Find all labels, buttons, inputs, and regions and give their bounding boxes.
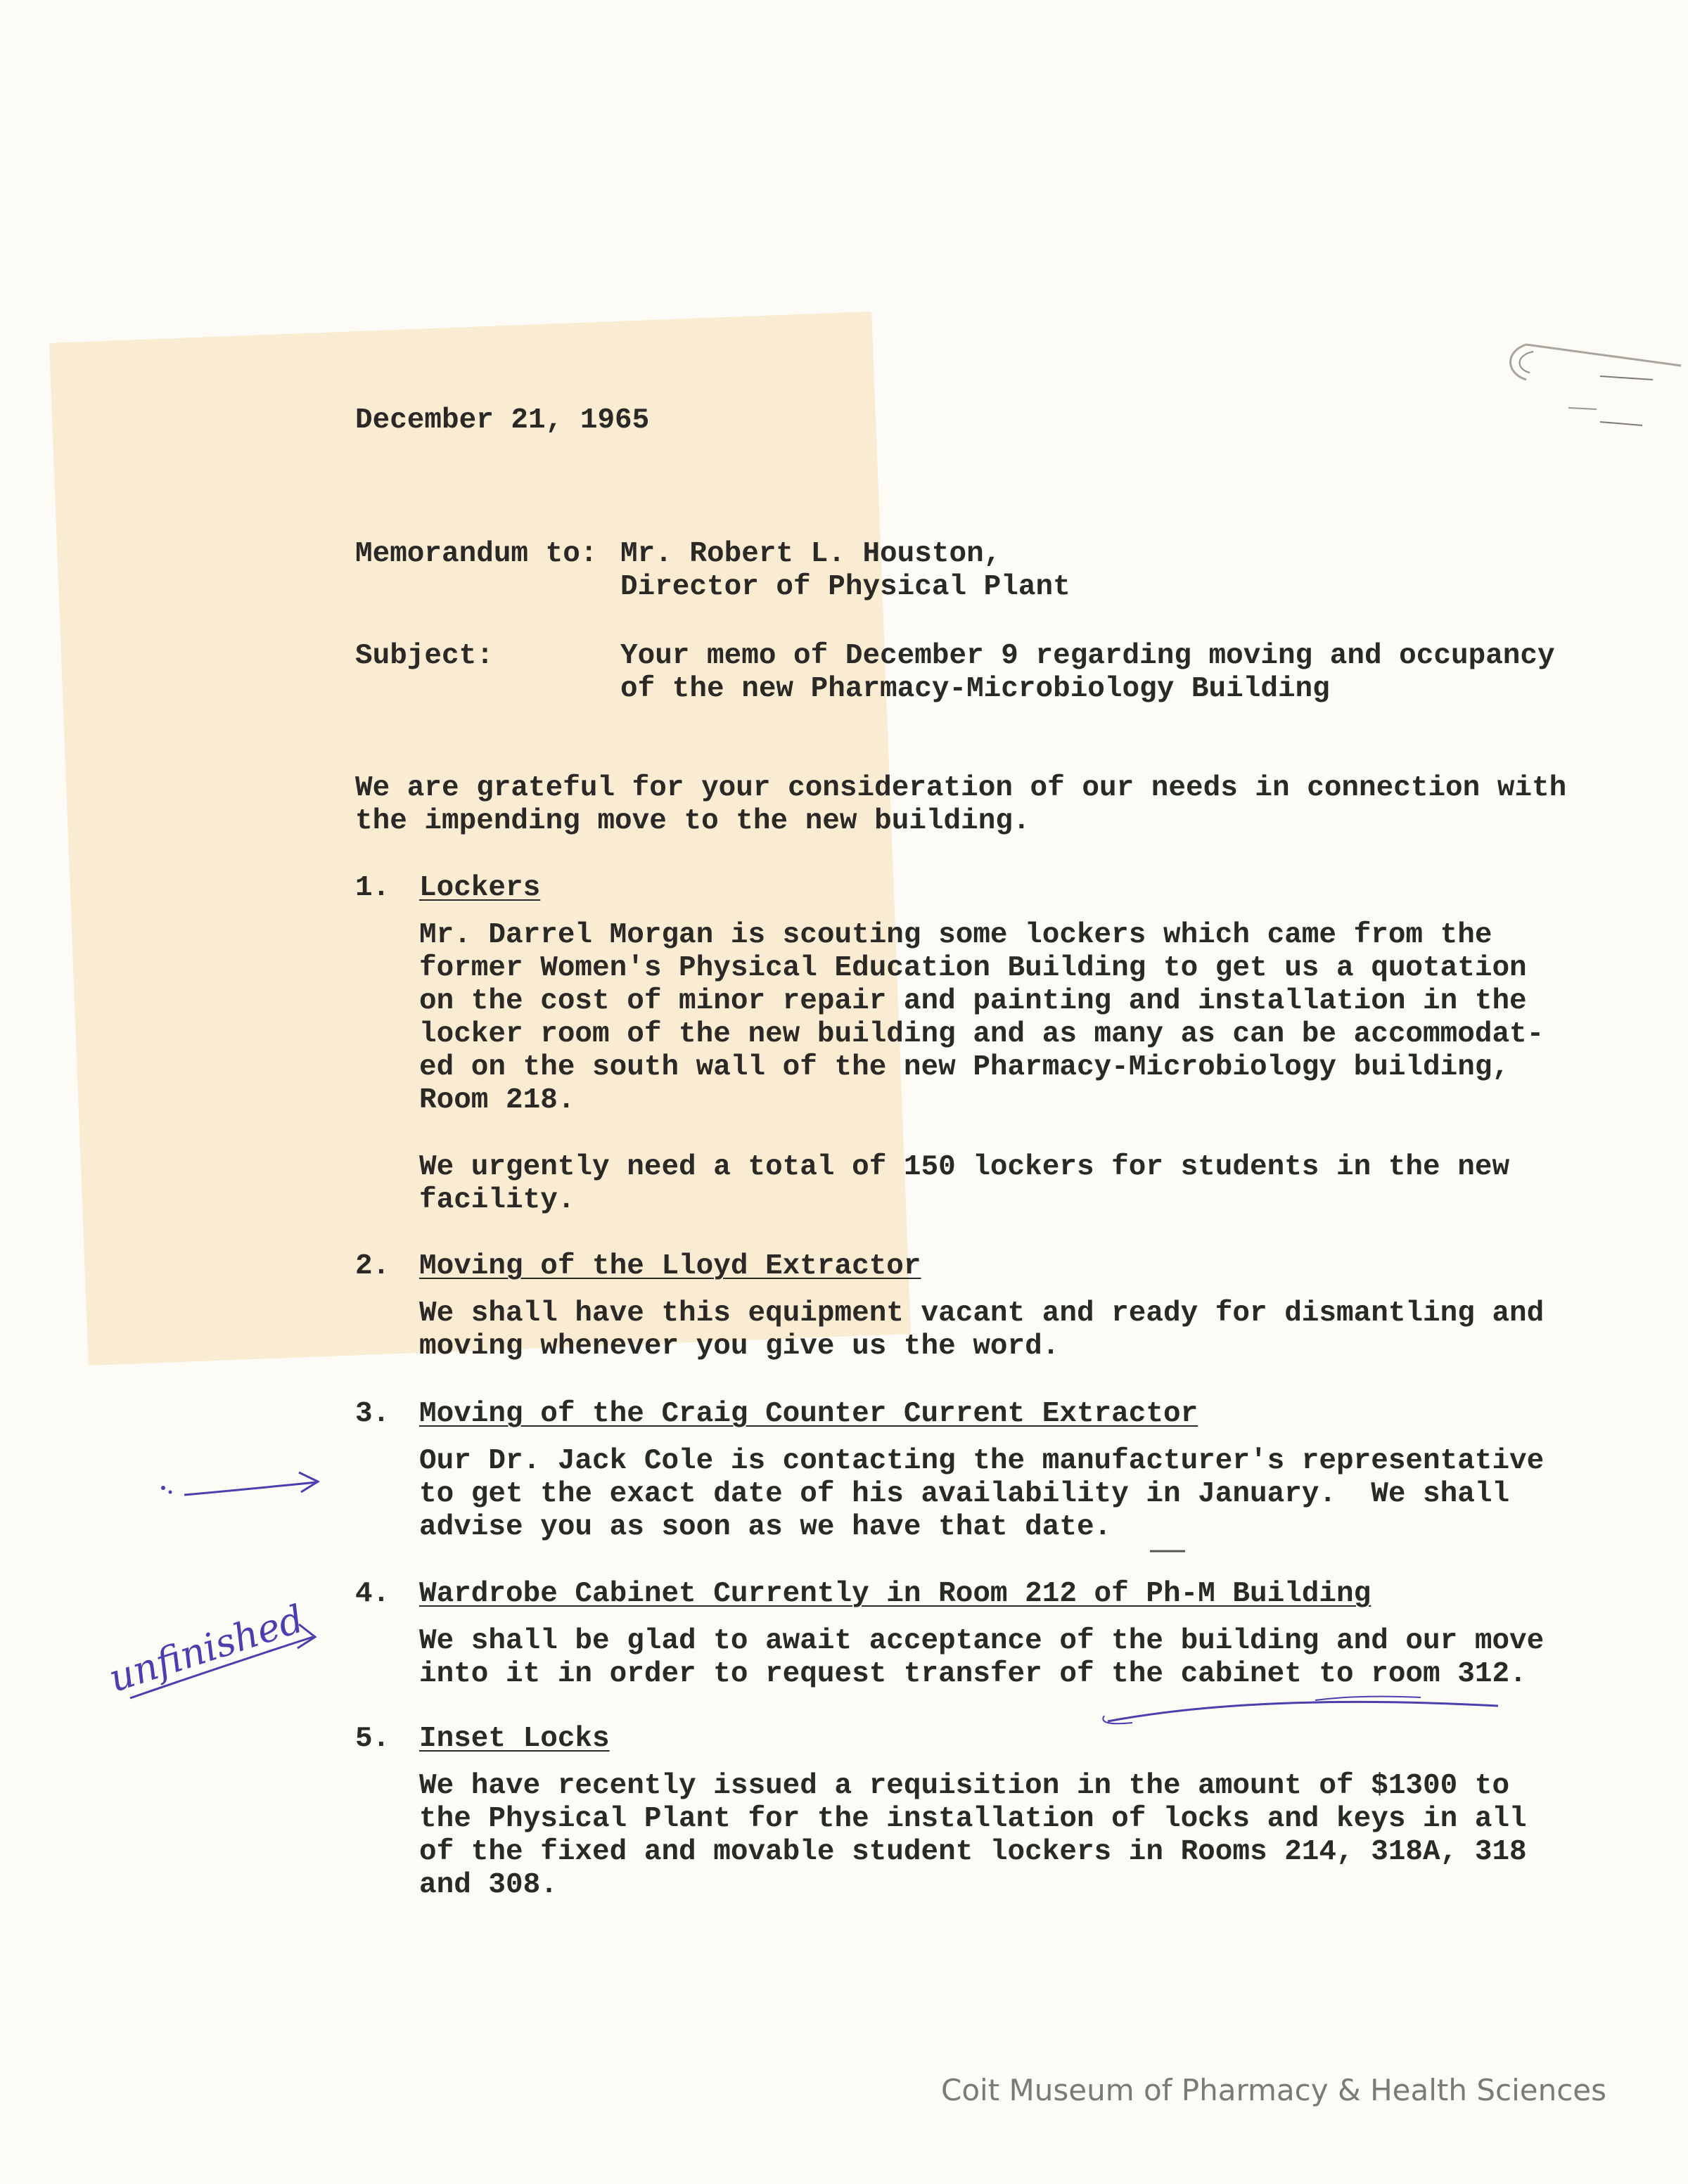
pen-arrow-icon: [141, 1456, 338, 1512]
item-line: locker room of the new building and as many as can be accommodat-: [419, 1018, 1545, 1051]
margin-note-arrow-icon: [88, 1582, 331, 1709]
item-heading: Moving of the Craig Counter Current Extractor: [419, 1398, 1198, 1430]
memo-to-title: Director of Physical Plant: [620, 571, 1070, 603]
item-line: Our Dr. Jack Cole is contacting the manufacturer's representative: [419, 1445, 1545, 1477]
item-number: 1.: [355, 872, 390, 904]
item-number: 4.: [355, 1578, 390, 1610]
memo-subject-line: of the new Pharmacy-Microbiology Building: [620, 673, 1330, 705]
item-line: Mr. Darrel Morgan is scouting some lockers which came from the: [419, 919, 1492, 951]
intro-line: We are grateful for your consideration of our needs in connection with: [355, 772, 1567, 804]
item-line: on the cost of minor repair and painting and installation in the: [419, 985, 1527, 1017]
memo-date: December 21, 1965: [355, 404, 650, 437]
margin-note: unfinished: [103, 1596, 309, 1701]
memo-to-name: Mr. Robert L. Houston,: [620, 538, 1002, 570]
item-line: advise you as soon as we have that date.: [419, 1511, 1112, 1543]
item-heading: Moving of the Lloyd Extractor: [419, 1250, 921, 1283]
item-line: to get the exact date of his availability in January. We shall: [419, 1478, 1510, 1510]
item-line: We have recently issued a requisition in the amount of $1300 to: [419, 1770, 1510, 1802]
item-line: We shall have this equipment vacant and ready for dismantling and: [419, 1297, 1545, 1330]
item-line: of the fixed and movable student lockers in Rooms 214, 318A, 318: [419, 1836, 1527, 1868]
item-heading: Inset Locks: [419, 1723, 610, 1755]
item-line: facility.: [419, 1184, 575, 1216]
item-number: 3.: [355, 1398, 390, 1430]
memo-subject-label: Subject:: [355, 640, 494, 672]
memo-to-label: Memorandum to:: [355, 538, 598, 570]
museum-watermark: Coit Museum of Pharmacy & Health Sciences: [941, 2073, 1607, 2107]
item-line: Room 218.: [419, 1084, 575, 1117]
memo-subject-line: Your memo of December 9 regarding moving and occupancy: [620, 640, 1555, 672]
paper-clip-mark: [1477, 323, 1688, 464]
item-number: 2.: [355, 1250, 390, 1283]
item-heading: Lockers: [419, 872, 541, 904]
item-line: ed on the south wall of the new Pharmacy-Microbiology building,: [419, 1051, 1510, 1084]
item-line: moving whenever you give us the word.: [419, 1330, 1060, 1363]
item-line: into it in order to request transfer of the cabinet to room 312.: [419, 1658, 1527, 1690]
item-line: We shall be glad to await acceptance of the building and our move: [419, 1625, 1545, 1657]
item-line: We urgently need a total of 150 lockers for students in the new: [419, 1151, 1510, 1183]
item-number: 5.: [355, 1723, 390, 1755]
stray-mark: [1146, 1547, 1189, 1555]
item-line: former Women's Physical Education Building to get us a quotation: [419, 952, 1527, 984]
intro-line: the impending move to the new building.: [355, 805, 1030, 837]
item-line: the Physical Plant for the installation of locks and keys in all: [419, 1803, 1527, 1835]
pen-underline: [1090, 1688, 1512, 1737]
item-line: and 308.: [419, 1869, 558, 1901]
item-heading: Wardrobe Cabinet Currently in Room 212 of Ph-M Building: [419, 1578, 1372, 1610]
